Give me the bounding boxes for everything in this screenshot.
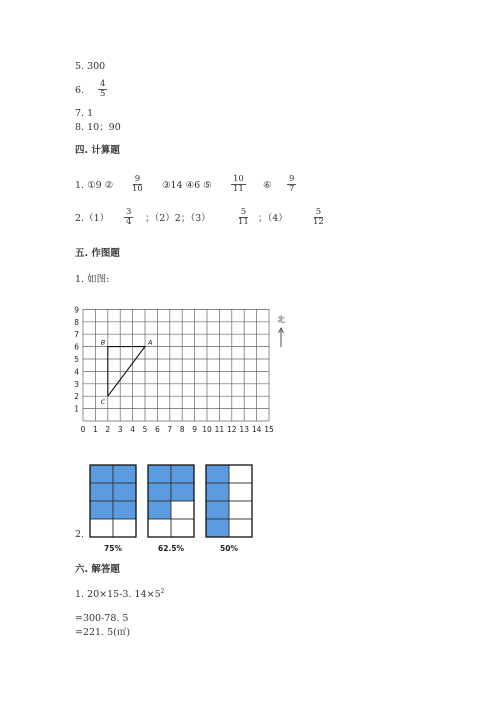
shade-caption: 50% <box>220 544 238 553</box>
denominator: 5 <box>100 88 106 99</box>
x-tick-label: 7 <box>167 425 173 434</box>
calc-1-fraction-c <box>287 175 296 194</box>
shade-cell <box>90 465 113 483</box>
answer-8: 8. 10；90 <box>75 122 121 133</box>
numerator: 4 <box>100 79 106 89</box>
denominator: 11 <box>238 216 249 227</box>
y-tick-label: 2 <box>74 392 79 402</box>
y-tick-label: 6 <box>74 342 79 352</box>
shade-cell <box>229 501 252 519</box>
y-tick-label: 7 <box>74 330 79 340</box>
numerator: 5 <box>240 207 247 217</box>
shade-cell <box>229 519 252 537</box>
y-tick-label: 4 <box>74 367 79 377</box>
denominator: 11 <box>233 183 244 194</box>
x-tick-label: 14 <box>251 425 262 434</box>
shade-cell <box>206 519 229 537</box>
numerator: 9 <box>289 174 295 184</box>
shade-cell <box>206 501 229 519</box>
numerator: 10 <box>233 174 244 184</box>
section-5-title: 五. 作图题 <box>75 248 120 259</box>
x-tick-label: 9 <box>192 425 197 434</box>
numerator: 9 <box>134 174 141 184</box>
drawing-2-label: 2. <box>75 529 85 540</box>
denominator: 7 <box>289 183 295 194</box>
x-tick-label: 3 <box>117 425 123 434</box>
calc-2-fraction-b <box>236 208 251 227</box>
shade-cell <box>148 519 171 537</box>
x-tick-label: 11 <box>214 425 225 434</box>
section-4-title: 四. 计算题 <box>75 145 120 156</box>
y-tick-label: 5 <box>74 355 79 364</box>
numerator: 3 <box>126 207 132 217</box>
x-tick-label: 6 <box>155 425 160 434</box>
point-label-a: A <box>148 338 153 347</box>
x-tick-label: 5 <box>142 425 148 434</box>
numerator: 5 <box>315 207 322 217</box>
calc-2-fraction-c <box>311 208 326 227</box>
solution-line-2: =300-78. 5 <box>75 613 129 624</box>
shade-cell <box>206 465 229 483</box>
calc-1-prefix: 1. ①9 ② <box>75 180 114 191</box>
x-tick-label: 1 <box>93 425 98 434</box>
shade-cell <box>206 483 229 501</box>
denominator: 10 <box>132 183 143 194</box>
calc-1-fraction-b <box>231 175 246 194</box>
shade-cell <box>171 465 194 483</box>
shade-caption: 62.5% <box>157 544 185 553</box>
calc-2-separator: ；（4） <box>258 213 288 224</box>
y-tick-label: 8 <box>74 317 79 327</box>
shade-cell <box>113 465 136 483</box>
x-tick-label: 0 <box>80 425 86 434</box>
shade-cell <box>113 501 136 519</box>
x-tick-label: 8 <box>179 425 185 434</box>
exponent: 2 <box>160 588 165 595</box>
calc-2-prefix: 2.（1） <box>75 213 110 224</box>
calc-2-fraction-a <box>124 208 133 227</box>
shade-cell <box>148 465 171 483</box>
x-tick-label: 10 <box>202 425 212 434</box>
answer-6-label: 6. <box>75 85 85 96</box>
shade-cell <box>171 501 194 519</box>
solution-expression: 1. 20×15-3. 14×5 <box>75 589 161 601</box>
point-label-c: C <box>100 398 106 407</box>
shade-cell <box>148 483 171 501</box>
denominator: 4 <box>126 216 132 227</box>
solution-line-1 <box>75 589 164 600</box>
y-tick-label: 9 <box>74 305 79 315</box>
shade-cell <box>229 483 252 501</box>
answer-5: 5. 300 <box>75 61 106 72</box>
denominator: 12 <box>313 216 324 227</box>
calc-2-middle: ；（2）2；（3） <box>145 213 211 224</box>
y-tick-label: 1 <box>74 404 79 414</box>
point-label-b: B <box>100 338 106 347</box>
drawing-1-label: 1. 如图: <box>75 274 110 285</box>
x-tick-label: 2 <box>105 425 111 434</box>
answer-6-fraction <box>98 80 107 99</box>
shade-cell <box>229 465 252 483</box>
x-tick-label: 4 <box>130 425 135 434</box>
calc-1-middle: ③14 ④6 ⑤ <box>162 180 212 191</box>
answer-7: 7. 1 <box>75 108 94 119</box>
calc-1-six: ⑥ <box>263 180 272 191</box>
solution-line-3: =221. 5(㎡) <box>75 627 131 638</box>
shade-cell <box>171 519 194 537</box>
north-label: 北 <box>277 315 285 324</box>
shade-cell <box>90 501 113 519</box>
shade-caption: 75% <box>104 544 122 553</box>
shade-cell <box>90 483 113 501</box>
x-tick-label: 12 <box>227 425 237 434</box>
section-6-title: 六. 解答题 <box>75 564 120 575</box>
shade-cell <box>171 483 194 501</box>
shade-cell <box>90 519 113 537</box>
coordinate-grid <box>70 300 295 445</box>
shade-cell <box>148 501 171 519</box>
fraction-boxes <box>85 460 265 555</box>
x-tick-label: 15 <box>264 425 274 434</box>
shade-cell <box>113 483 136 501</box>
shade-cell <box>113 519 136 537</box>
x-tick-label: 13 <box>239 425 249 434</box>
calc-1-fraction-a <box>130 175 145 194</box>
y-tick-label: 3 <box>74 379 79 389</box>
